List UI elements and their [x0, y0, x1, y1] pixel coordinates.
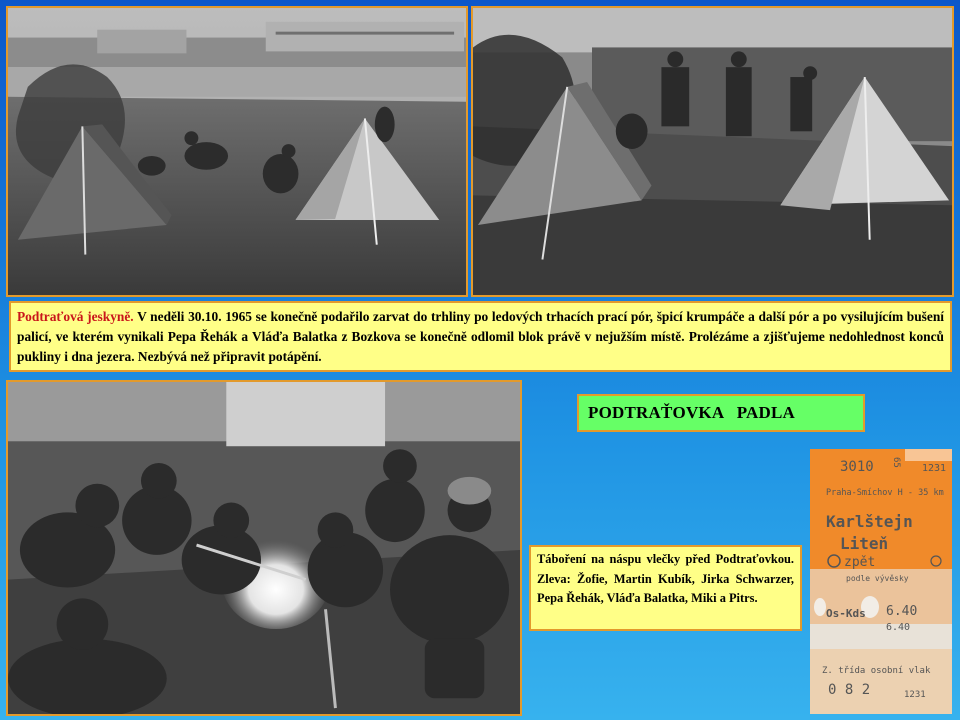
ticket-route: Praha-Smíchov H - 35 km	[826, 488, 944, 498]
ticket-footer: Z. třída osobní vlak	[822, 666, 931, 676]
ticket-serial-a: 0 8 2	[828, 682, 871, 698]
ticket-serial-b: 1231	[904, 690, 926, 700]
ticket-number-corner: 1231	[922, 463, 947, 474]
title-box: PODTRAŤOVKA PADLA	[577, 394, 865, 432]
ticket-number-side: 65	[891, 457, 901, 468]
ticket-zpet: zpět	[844, 555, 876, 570]
caption-body: V neděli 30.10. 1965 se konečně podařilo zarvat do trhliny po ledových trhacích prací pór, špicí krumpáče a další pór a po vysilujícím bušení palicí, ve kterém vynikali Pepa Řehák a Vláďa Balatka z Bozkova se konečně odlomil blok právě v nejužším místě. Prolézáme a zjišťujeme nedohlednost konců pukliny i dna jezera. Nezbývá než připravit potápění.	[17, 309, 944, 364]
ticket-station-2: Liteň	[840, 534, 889, 553]
ticket-class: Os-Kds	[826, 607, 866, 620]
photo-caption-group: Táboření na náspu vlečky před Podtraťovkou. Zleva: Žofie, Martin Kubík, Jirka Schwarzer, Pepa Řehák, Vláďa Balatka, Miki a Pitrs.	[529, 545, 802, 631]
ticket-number-top: 3010	[840, 459, 874, 475]
train-ticket	[810, 449, 952, 714]
ticket-note: podle vývěsky	[846, 574, 909, 583]
main-caption	[9, 301, 952, 372]
photo-group-around-fire	[6, 380, 522, 716]
ticket-time-2: 6.40	[886, 622, 911, 633]
caption-lead: Podtraťová jeskyně.	[17, 309, 134, 324]
photo-camp-tents-right	[471, 6, 954, 297]
photo-camp-tents-left	[6, 6, 468, 297]
ticket-station-1: Karlštejn	[826, 512, 913, 531]
ticket-time-1: 6.40	[886, 604, 918, 619]
